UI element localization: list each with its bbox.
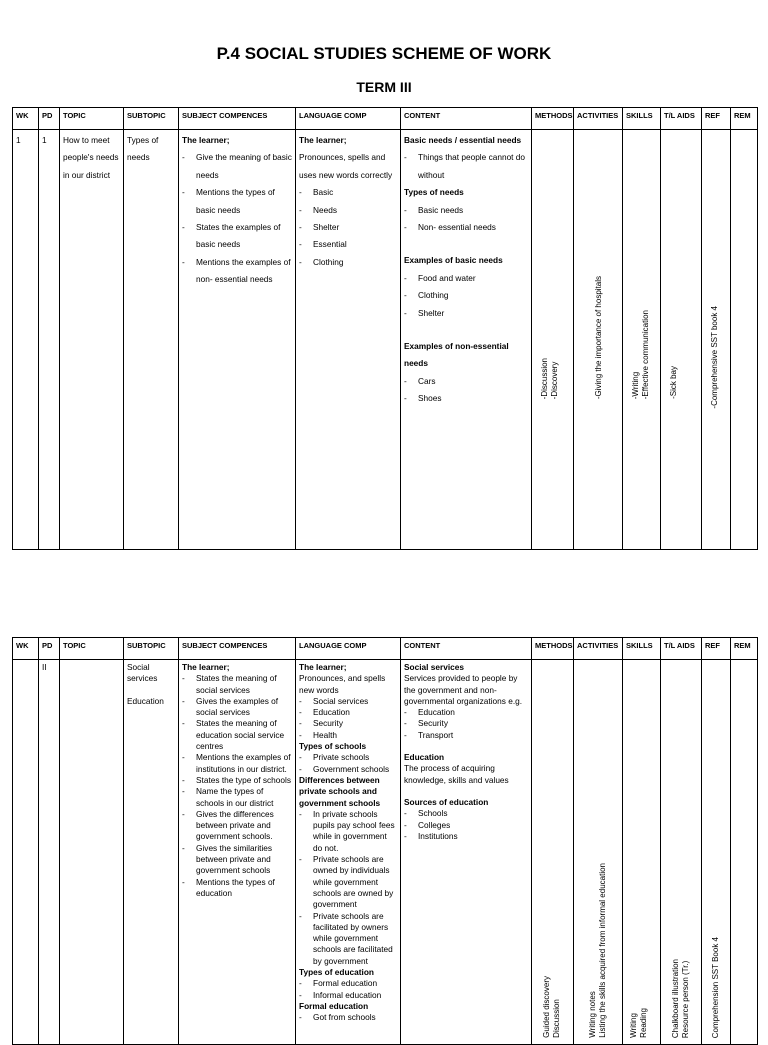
- list-item: - Essential: [299, 236, 397, 253]
- list-item: - Needs: [299, 202, 397, 219]
- header-subject-comp: SUBJECT COMPENCES: [179, 638, 296, 660]
- list-item: - Clothing: [299, 254, 397, 271]
- activities-text: -Giving the importance of hospitals: [594, 275, 603, 399]
- activities-cell: [574, 130, 623, 550]
- list-item: - Basic: [299, 184, 397, 201]
- header-pd: PD: [39, 638, 60, 660]
- week-cell: 1: [13, 130, 39, 550]
- skills-text: -Effective communication: [641, 309, 650, 399]
- language-comp-heading: Differences between private schools and government schools: [299, 774, 381, 808]
- header-subtopic: SUBTOPIC: [124, 638, 179, 660]
- list-item: - Formal education: [299, 978, 397, 989]
- ref-cell: [702, 130, 731, 550]
- subtopic-text: Education: [127, 695, 164, 706]
- header-tl-aids: T/L AIDS: [661, 638, 702, 660]
- list-item: - Non- essential needs: [404, 219, 528, 236]
- header-activities: ACTIVITIES: [574, 638, 623, 660]
- header-content: CONTENT: [401, 108, 532, 130]
- list-item: - Basic needs: [404, 202, 528, 219]
- table-row: [13, 130, 758, 550]
- language-comp-list: [299, 752, 397, 775]
- subtopic-cell: [124, 660, 179, 1045]
- list-item: - Private schools: [299, 752, 397, 763]
- content-heading: Basic needs / essential needs: [404, 135, 522, 145]
- language-comp-text: Pronounces, and spells new words: [299, 673, 386, 695]
- period-cell: 1: [39, 130, 60, 550]
- methods-text: -Discussion: [540, 357, 549, 399]
- list-item: - States the meaning of social services: [182, 673, 292, 696]
- content-text: Services provided to people by the government and non-governmental organizations e.g.: [404, 673, 523, 706]
- list-item: - Give the meaning of basic needs: [182, 149, 292, 184]
- methods-text: -Discovery: [550, 361, 559, 399]
- list-item: - Food and water: [404, 270, 528, 287]
- language-comp-intro: The learner;: [299, 135, 347, 145]
- content-cell: [401, 660, 532, 1045]
- list-item: - Private schools are owned by individuals while government schools are owned by government: [299, 854, 397, 910]
- activities-text: Listing the skills acquired from informal education: [598, 863, 607, 1038]
- content-heading: Examples of non-essential needs: [404, 341, 509, 369]
- content-heading: Social services: [404, 662, 464, 672]
- list-item: - Got from schools: [299, 1012, 397, 1023]
- header-activities: ACTIVITIES: [574, 108, 623, 130]
- content-cell: [401, 130, 532, 550]
- methods-text: Discussion: [552, 999, 561, 1038]
- list-item: - Education: [404, 707, 528, 718]
- list-item: - Security: [299, 718, 397, 729]
- header-topic: TOPIC: [60, 108, 124, 130]
- subject-comp-list: [182, 149, 292, 288]
- language-comp-cell: [296, 660, 401, 1045]
- subject-comp-cell: [179, 660, 296, 1045]
- table-row: [13, 660, 758, 1045]
- list-item: - Gives the similarities between private and government schools: [182, 843, 292, 877]
- list-item: - States the meaning of education social service centres: [182, 718, 292, 752]
- content-text: The process of acquiring knowledge, skills and values: [404, 763, 509, 785]
- list-item: - Mentions the examples of non- essential needs: [182, 254, 292, 289]
- header-wk: WK: [13, 638, 39, 660]
- content-list: [404, 808, 528, 842]
- list-item: - States the type of schools: [182, 775, 292, 786]
- skills-cell: [623, 660, 661, 1045]
- topic-cell: [60, 660, 124, 1045]
- language-comp-list: [299, 1012, 397, 1023]
- list-item: - Social services: [299, 696, 397, 707]
- subject-comp-intro: The learner;: [182, 135, 230, 145]
- remarks-cell: [731, 130, 758, 550]
- header-ref: REF: [702, 638, 731, 660]
- language-comp-list: [299, 809, 397, 967]
- list-item: - Government schools: [299, 764, 397, 775]
- header-methods: METHODS: [532, 108, 574, 130]
- language-comp-heading: Types of education: [299, 967, 374, 978]
- header-ref: REF: [702, 108, 731, 130]
- list-item: - Schools: [404, 808, 528, 819]
- skills-text: Reading: [639, 1008, 648, 1038]
- content-heading: Examples of basic needs: [404, 255, 503, 266]
- period-cell: II: [39, 660, 60, 1045]
- header-wk: WK: [13, 108, 39, 130]
- header-subtopic: SUBTOPIC: [124, 108, 179, 130]
- header-language-comp: LANGUAGE COMP: [296, 638, 401, 660]
- subtopic-cell: Types of needs: [124, 130, 179, 550]
- aids-text: Resource person (Tr.): [681, 960, 690, 1038]
- list-item: - Things that people cannot do without: [404, 149, 528, 184]
- header-tl-aids: T/L AIDS: [661, 108, 702, 130]
- header-row: [13, 638, 758, 660]
- list-item: - States the examples of basic needs: [182, 219, 292, 254]
- methods-cell: [532, 660, 574, 1045]
- list-item: - Gives the examples of social services: [182, 696, 292, 719]
- header-rem: REM: [731, 638, 758, 660]
- list-item: - Cars: [404, 373, 528, 390]
- header-topic: TOPIC: [60, 638, 124, 660]
- document-title: P.4 SOCIAL STUDIES SCHEME OF WORK: [216, 44, 552, 63]
- list-item: - Mentions the examples of institutions in our district.: [182, 752, 292, 775]
- aids-text: Chalkboard illustration: [671, 958, 680, 1038]
- subject-comp-list: [182, 673, 292, 899]
- tl-aids-cell: [661, 660, 702, 1045]
- content-list: [404, 149, 528, 184]
- remarks-cell: [731, 660, 758, 1045]
- list-item: - Institutions: [404, 831, 528, 842]
- list-item: - Health: [299, 730, 397, 741]
- subject-comp-intro: The learner;: [182, 662, 230, 672]
- content-list: [404, 270, 528, 322]
- ref-text: -Comprehensive SST book 4: [710, 306, 719, 409]
- language-comp-cell: [296, 130, 401, 550]
- header-content: CONTENT: [401, 638, 532, 660]
- content-list: [404, 373, 528, 408]
- header-language-comp: LANGUAGE COMP: [296, 108, 401, 130]
- header-skills: SKILLS: [623, 108, 661, 130]
- list-item: - Security: [404, 718, 528, 729]
- header-subject-comp: SUBJECT COMPENCES: [179, 108, 296, 130]
- skills-text: Writing: [629, 1013, 638, 1038]
- language-comp-intro: The learner;: [299, 662, 347, 672]
- list-item: - Education: [299, 707, 397, 718]
- language-comp-heading: Formal education: [299, 1000, 369, 1011]
- language-comp-heading: Types of schools: [299, 741, 367, 752]
- list-item: - Clothing: [404, 287, 528, 304]
- language-comp-list: [299, 978, 397, 1001]
- list-item: - Shoes: [404, 390, 528, 407]
- skills-cell: [623, 130, 661, 550]
- subject-comp-cell: [179, 130, 296, 550]
- language-comp-list: [299, 184, 397, 271]
- list-item: - Private schools are facilitated by owners while government schools are facilitated by government: [299, 911, 397, 967]
- list-item: - Name the types of schools in our district: [182, 786, 292, 809]
- content-heading: Education: [404, 752, 445, 763]
- list-item: - Colleges: [404, 820, 528, 831]
- content-heading: Sources of education: [404, 796, 489, 807]
- header-methods: METHODS: [532, 638, 574, 660]
- scheme-table-1: [12, 107, 758, 550]
- methods-text: Guided discovery: [542, 976, 551, 1038]
- header-row: [13, 108, 758, 130]
- header-skills: SKILLS: [623, 638, 661, 660]
- scheme-table-2: [12, 637, 758, 1045]
- list-item: - Shelter: [404, 305, 528, 322]
- list-item: - Mentions the types of education: [182, 877, 292, 900]
- subtopic-text: Social services: [127, 662, 158, 684]
- list-item: - Informal education: [299, 990, 397, 1001]
- ref-cell: [702, 660, 731, 1045]
- language-comp-list: [299, 696, 397, 741]
- ref-text: Comprehension SST Book 4: [711, 936, 720, 1038]
- activities-cell: [574, 660, 623, 1045]
- list-item: - Shelter: [299, 219, 397, 236]
- aids-text: -Sick bay: [669, 366, 678, 399]
- language-comp-text: Pronounces, spells and uses new words correctly: [299, 152, 393, 180]
- list-item: - In private schools pupils pay school fees while in government do not.: [299, 809, 397, 854]
- week-cell: [13, 660, 39, 1045]
- topic-cell: How to meet people's needs in our district: [60, 130, 124, 550]
- header-pd: PD: [39, 108, 60, 130]
- skills-text: -Writing: [631, 371, 640, 399]
- tl-aids-cell: [661, 130, 702, 550]
- methods-cell: [532, 130, 574, 550]
- content-heading: Types of needs: [404, 187, 464, 198]
- content-list: [404, 202, 528, 237]
- list-item: - Transport: [404, 730, 528, 741]
- list-item: - Gives the differences between private and government schools.: [182, 809, 292, 843]
- header-rem: REM: [731, 108, 758, 130]
- content-list: [404, 707, 528, 741]
- list-item: - Mentions the types of basic needs: [182, 184, 292, 219]
- activities-text: Writing notes: [588, 991, 597, 1038]
- term-heading: TERM III: [356, 79, 412, 95]
